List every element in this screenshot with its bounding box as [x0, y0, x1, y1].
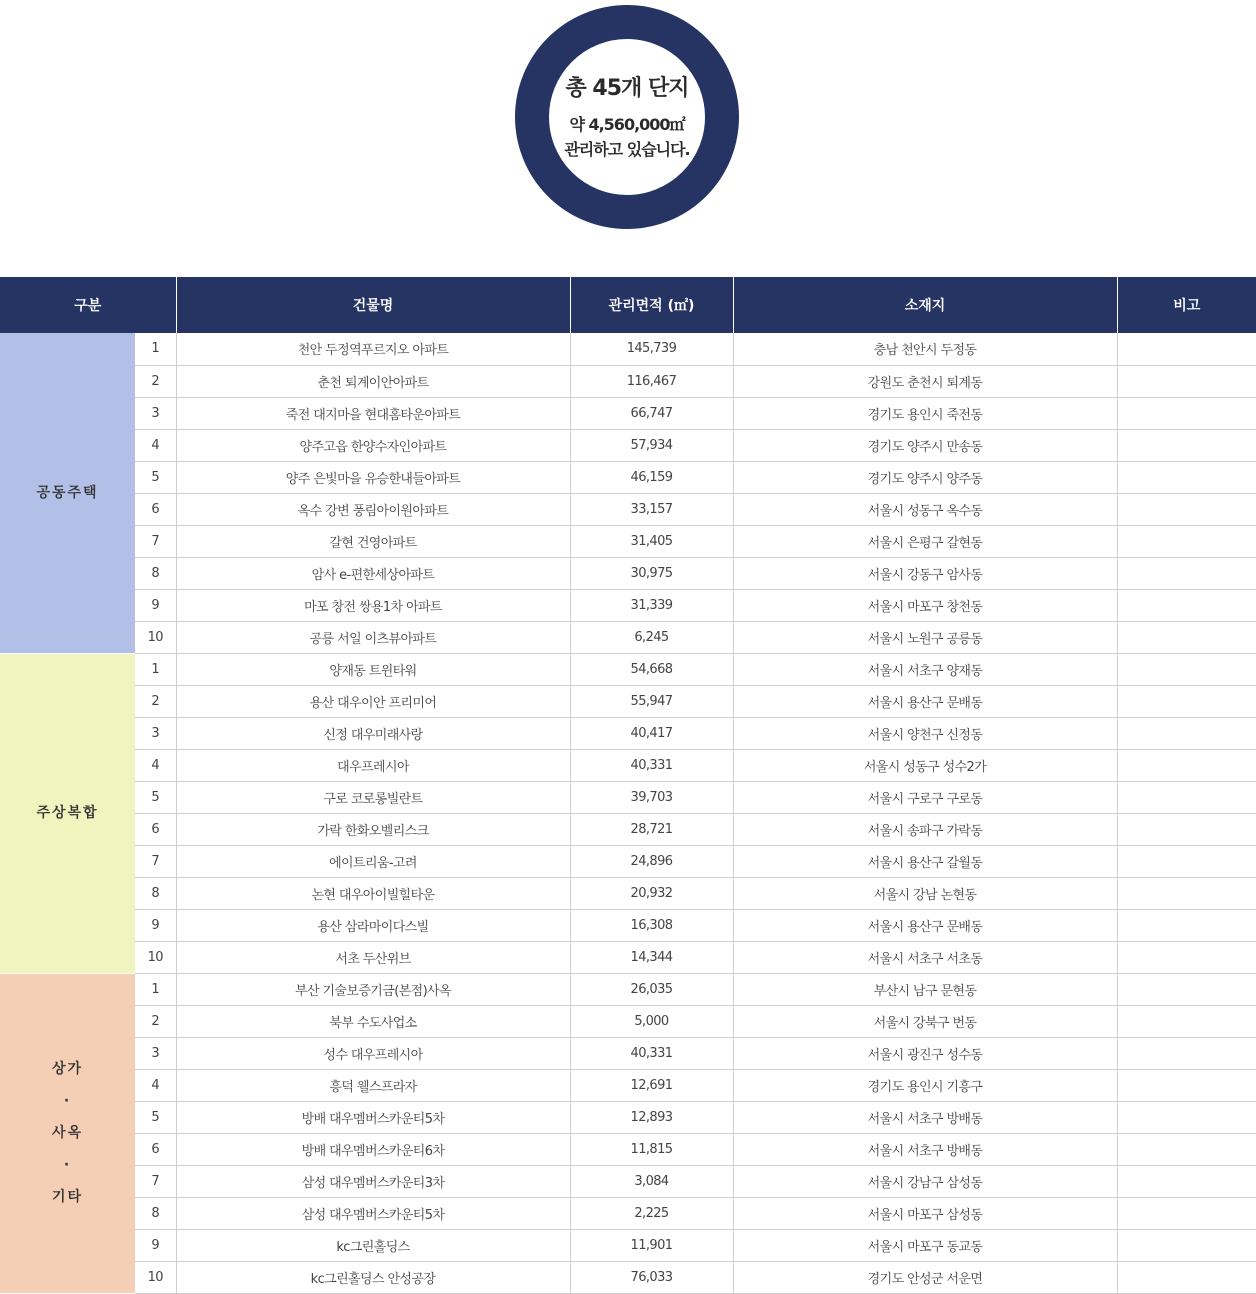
row-number: 10: [135, 1261, 176, 1293]
summary-area: 약 4,560,000㎡: [569, 114, 685, 134]
managed-area: 55,947: [570, 685, 733, 717]
row-number: 3: [135, 397, 176, 429]
building-name: 용산 삼라마이다스빌: [176, 909, 570, 941]
row-number: 4: [135, 429, 176, 461]
buildings-table: [0, 277, 1256, 1294]
table-row: [0, 1037, 1256, 1069]
header-location: 소재지: [733, 277, 1117, 333]
building-name: 마포 창전 쌍용1차 아파트: [176, 589, 570, 621]
location: 서울시 성동구 옥수동: [733, 493, 1117, 525]
row-number: 5: [135, 1101, 176, 1133]
location: 서울시 용산구 갈월동: [733, 845, 1117, 877]
note: [1117, 621, 1256, 653]
building-name: 신정 대우미래사랑: [176, 717, 570, 749]
building-name: 에이트리움-고려: [176, 845, 570, 877]
header-category: 구분: [0, 277, 176, 333]
table-row: [0, 941, 1256, 973]
managed-area: 116,467: [570, 365, 733, 397]
table-row: [0, 845, 1256, 877]
managed-area: 14,344: [570, 941, 733, 973]
table-row: [0, 877, 1256, 909]
header-managed-area: 관리면적 (㎡): [570, 277, 733, 333]
building-name: 옥수 강변 풍림아이원아파트: [176, 493, 570, 525]
table-row: [0, 1005, 1256, 1037]
managed-area: 145,739: [570, 333, 733, 365]
location: 서울시 구로구 구로동: [733, 781, 1117, 813]
note: [1117, 525, 1256, 557]
building-name: 양재동 트윈타워: [176, 653, 570, 685]
note: [1117, 1069, 1256, 1101]
row-number: 10: [135, 941, 176, 973]
location: 서울시 성동구 성수2가: [733, 749, 1117, 781]
category-label-line: ·: [63, 1093, 72, 1109]
row-number: 8: [135, 557, 176, 589]
note: [1117, 685, 1256, 717]
note: [1117, 813, 1256, 845]
managed-area: 5,000: [570, 1005, 733, 1037]
table-row: [0, 1229, 1256, 1261]
note: [1117, 941, 1256, 973]
building-name: 서초 두산위브: [176, 941, 570, 973]
table-row: [0, 749, 1256, 781]
location: 서울시 서초구 방배동: [733, 1101, 1117, 1133]
note: [1117, 781, 1256, 813]
category-label: 공동주택: [36, 484, 99, 501]
location: 서울시 마포구 동교동: [733, 1229, 1117, 1261]
category-cell: [0, 333, 135, 653]
building-name: 양주고읍 한양수자인아파트: [176, 429, 570, 461]
location: 경기도 용인시 죽전동: [733, 397, 1117, 429]
category-label-line: 기타: [51, 1189, 84, 1205]
location: 서울시 노원구 공릉동: [733, 621, 1117, 653]
building-name: 삼성 대우멤버스카운티5차: [176, 1197, 570, 1229]
table-row: [0, 1133, 1256, 1165]
note: [1117, 749, 1256, 781]
table-row: [0, 621, 1256, 653]
row-number: 9: [135, 1229, 176, 1261]
note: [1117, 1101, 1256, 1133]
managed-area: 39,703: [570, 781, 733, 813]
row-number: 5: [135, 461, 176, 493]
location: 서울시 마포구 삼성동: [733, 1197, 1117, 1229]
note: [1117, 909, 1256, 941]
location: 서울시 강북구 번동: [733, 1005, 1117, 1037]
category-cell: [0, 653, 135, 973]
note: [1117, 397, 1256, 429]
row-number: 1: [135, 653, 176, 685]
note: [1117, 333, 1256, 365]
managed-area: 30,975: [570, 557, 733, 589]
table-body: [0, 333, 1256, 1293]
managed-area: 2,225: [570, 1197, 733, 1229]
managed-area: 40,417: [570, 717, 733, 749]
table-row: [0, 493, 1256, 525]
row-number: 6: [135, 1133, 176, 1165]
row-number: 1: [135, 973, 176, 1005]
building-name: 삼성 대우멤버스카운티3차: [176, 1165, 570, 1197]
managed-area: 12,893: [570, 1101, 733, 1133]
row-number: 3: [135, 717, 176, 749]
table-row: [0, 1101, 1256, 1133]
managed-area: 3,084: [570, 1165, 733, 1197]
managed-area: 6,245: [570, 621, 733, 653]
building-name: 성수 대우프레시아: [176, 1037, 570, 1069]
summary-ring: [515, 5, 739, 229]
building-name: 방배 대우멤버스카운티6차: [176, 1133, 570, 1165]
location: 서울시 양천구 신정동: [733, 717, 1117, 749]
row-number: 8: [135, 877, 176, 909]
managed-area: 24,896: [570, 845, 733, 877]
row-number: 7: [135, 845, 176, 877]
table-row: [0, 429, 1256, 461]
note: [1117, 1165, 1256, 1197]
row-number: 2: [135, 365, 176, 397]
building-name: kc그린홀딩스 안성공장: [176, 1261, 570, 1293]
summary-title: 총 45개 단지: [565, 75, 689, 101]
managed-area: 31,405: [570, 525, 733, 557]
location: 서울시 용산구 문배동: [733, 909, 1117, 941]
table-header: [0, 277, 1256, 333]
table-row: [0, 813, 1256, 845]
table-row: [0, 1069, 1256, 1101]
managed-area: 33,157: [570, 493, 733, 525]
building-name: 죽전 대지마을 현대홈타운아파트: [176, 397, 570, 429]
row-number: 7: [135, 525, 176, 557]
managed-area: 28,721: [570, 813, 733, 845]
building-name: 흥덕 웰스프라자: [176, 1069, 570, 1101]
location: 서울시 서초구 방배동: [733, 1133, 1117, 1165]
location: 서울시 강남 논현동: [733, 877, 1117, 909]
location: 서울시 용산구 문배동: [733, 685, 1117, 717]
building-name: 대우프레시아: [176, 749, 570, 781]
location: 서울시 송파구 가락동: [733, 813, 1117, 845]
managed-area: 20,932: [570, 877, 733, 909]
note: [1117, 429, 1256, 461]
note: [1117, 845, 1256, 877]
table-row: [0, 1165, 1256, 1197]
building-name: 양주 은빛마을 유승한내들아파트: [176, 461, 570, 493]
row-number: 1: [135, 333, 176, 365]
location: 서울시 강남구 삼성동: [733, 1165, 1117, 1197]
row-number: 9: [135, 909, 176, 941]
category-label-line: 상가: [51, 1061, 84, 1077]
note: [1117, 365, 1256, 397]
note: [1117, 493, 1256, 525]
row-number: 10: [135, 621, 176, 653]
managed-area: 66,747: [570, 397, 733, 429]
managed-area: 40,331: [570, 749, 733, 781]
note: [1117, 1005, 1256, 1037]
table-row: [0, 685, 1256, 717]
building-name: 구로 코로롱빌란트: [176, 781, 570, 813]
building-name: 천안 두정역푸르지오 아파트: [176, 333, 570, 365]
note: [1117, 461, 1256, 493]
table-row: [0, 1261, 1256, 1293]
table-row: [0, 589, 1256, 621]
location: 서울시 광진구 성수동: [733, 1037, 1117, 1069]
table-row: [0, 333, 1256, 365]
note: [1117, 717, 1256, 749]
note: [1117, 653, 1256, 685]
table-row: [0, 1197, 1256, 1229]
table-row: [0, 461, 1256, 493]
location: 서울시 은평구 갈현동: [733, 525, 1117, 557]
building-name: 가락 한화오벨리스크: [176, 813, 570, 845]
category-label-line: ·: [63, 1157, 72, 1173]
note: [1117, 973, 1256, 1005]
managed-area: 46,159: [570, 461, 733, 493]
row-number: 3: [135, 1037, 176, 1069]
location: 경기도 용인시 기흥구: [733, 1069, 1117, 1101]
managed-area: 54,668: [570, 653, 733, 685]
building-name: kc그린홀딩스: [176, 1229, 570, 1261]
row-number: 9: [135, 589, 176, 621]
table-row: [0, 973, 1256, 1005]
building-name: 부산 기술보증기금(본점)사옥: [176, 973, 570, 1005]
managed-area: 16,308: [570, 909, 733, 941]
table-row: [0, 717, 1256, 749]
managed-area: 76,033: [570, 1261, 733, 1293]
note: [1117, 1197, 1256, 1229]
building-name: 공릉 서일 이츠뷰아파트: [176, 621, 570, 653]
managed-area: 31,339: [570, 589, 733, 621]
note: [1117, 557, 1256, 589]
location: 경기도 양주시 양주동: [733, 461, 1117, 493]
note: [1117, 589, 1256, 621]
location: 부산시 남구 문현동: [733, 973, 1117, 1005]
location: 충남 천안시 두정동: [733, 333, 1117, 365]
table-row: [0, 781, 1256, 813]
location: 서울시 서초구 서초동: [733, 941, 1117, 973]
managed-area: 40,331: [570, 1037, 733, 1069]
table-row: [0, 397, 1256, 429]
header-building-name: 건물명: [176, 277, 570, 333]
location: 서울시 강동구 암사동: [733, 557, 1117, 589]
table-row: [0, 365, 1256, 397]
managed-area: 11,901: [570, 1229, 733, 1261]
row-number: 2: [135, 685, 176, 717]
note: [1117, 1229, 1256, 1261]
location: 서울시 마포구 창천동: [733, 589, 1117, 621]
row-number: 4: [135, 1069, 176, 1101]
table-row: [0, 653, 1256, 685]
note: [1117, 1261, 1256, 1293]
managed-area: 12,691: [570, 1069, 733, 1101]
building-name: 북부 수도사업소: [176, 1005, 570, 1037]
location: 서울시 서초구 양재동: [733, 653, 1117, 685]
managed-area: 11,815: [570, 1133, 733, 1165]
table-row: [0, 525, 1256, 557]
location: 경기도 안성군 서운면: [733, 1261, 1117, 1293]
row-number: 6: [135, 813, 176, 845]
header-note: 비고: [1117, 277, 1256, 333]
building-name: 논현 대우아이빌힐타운: [176, 877, 570, 909]
note: [1117, 1037, 1256, 1069]
location: 강원도 춘천시 퇴계동: [733, 365, 1117, 397]
location: 경기도 양주시 만송동: [733, 429, 1117, 461]
building-name: 암사 e-편한세상아파트: [176, 557, 570, 589]
building-name: 용산 대우이안 프리미어: [176, 685, 570, 717]
category-label: 주상복합: [36, 805, 99, 821]
category-label-line: 사옥: [51, 1125, 84, 1141]
managed-area: 26,035: [570, 973, 733, 1005]
summary-description: 관리하고 있습니다.: [564, 139, 690, 159]
note: [1117, 877, 1256, 909]
row-number: 4: [135, 749, 176, 781]
building-name: 갈현 건영아파트: [176, 525, 570, 557]
row-number: 6: [135, 493, 176, 525]
table-row: [0, 557, 1256, 589]
table-row: [0, 909, 1256, 941]
row-number: 8: [135, 1197, 176, 1229]
building-name: 춘천 퇴계이안아파트: [176, 365, 570, 397]
building-name: 방배 대우멤버스카운티5차: [176, 1101, 570, 1133]
managed-area: 57,934: [570, 429, 733, 461]
category-cell: [0, 973, 135, 1293]
row-number: 2: [135, 1005, 176, 1037]
row-number: 7: [135, 1165, 176, 1197]
note: [1117, 1133, 1256, 1165]
row-number: 5: [135, 781, 176, 813]
